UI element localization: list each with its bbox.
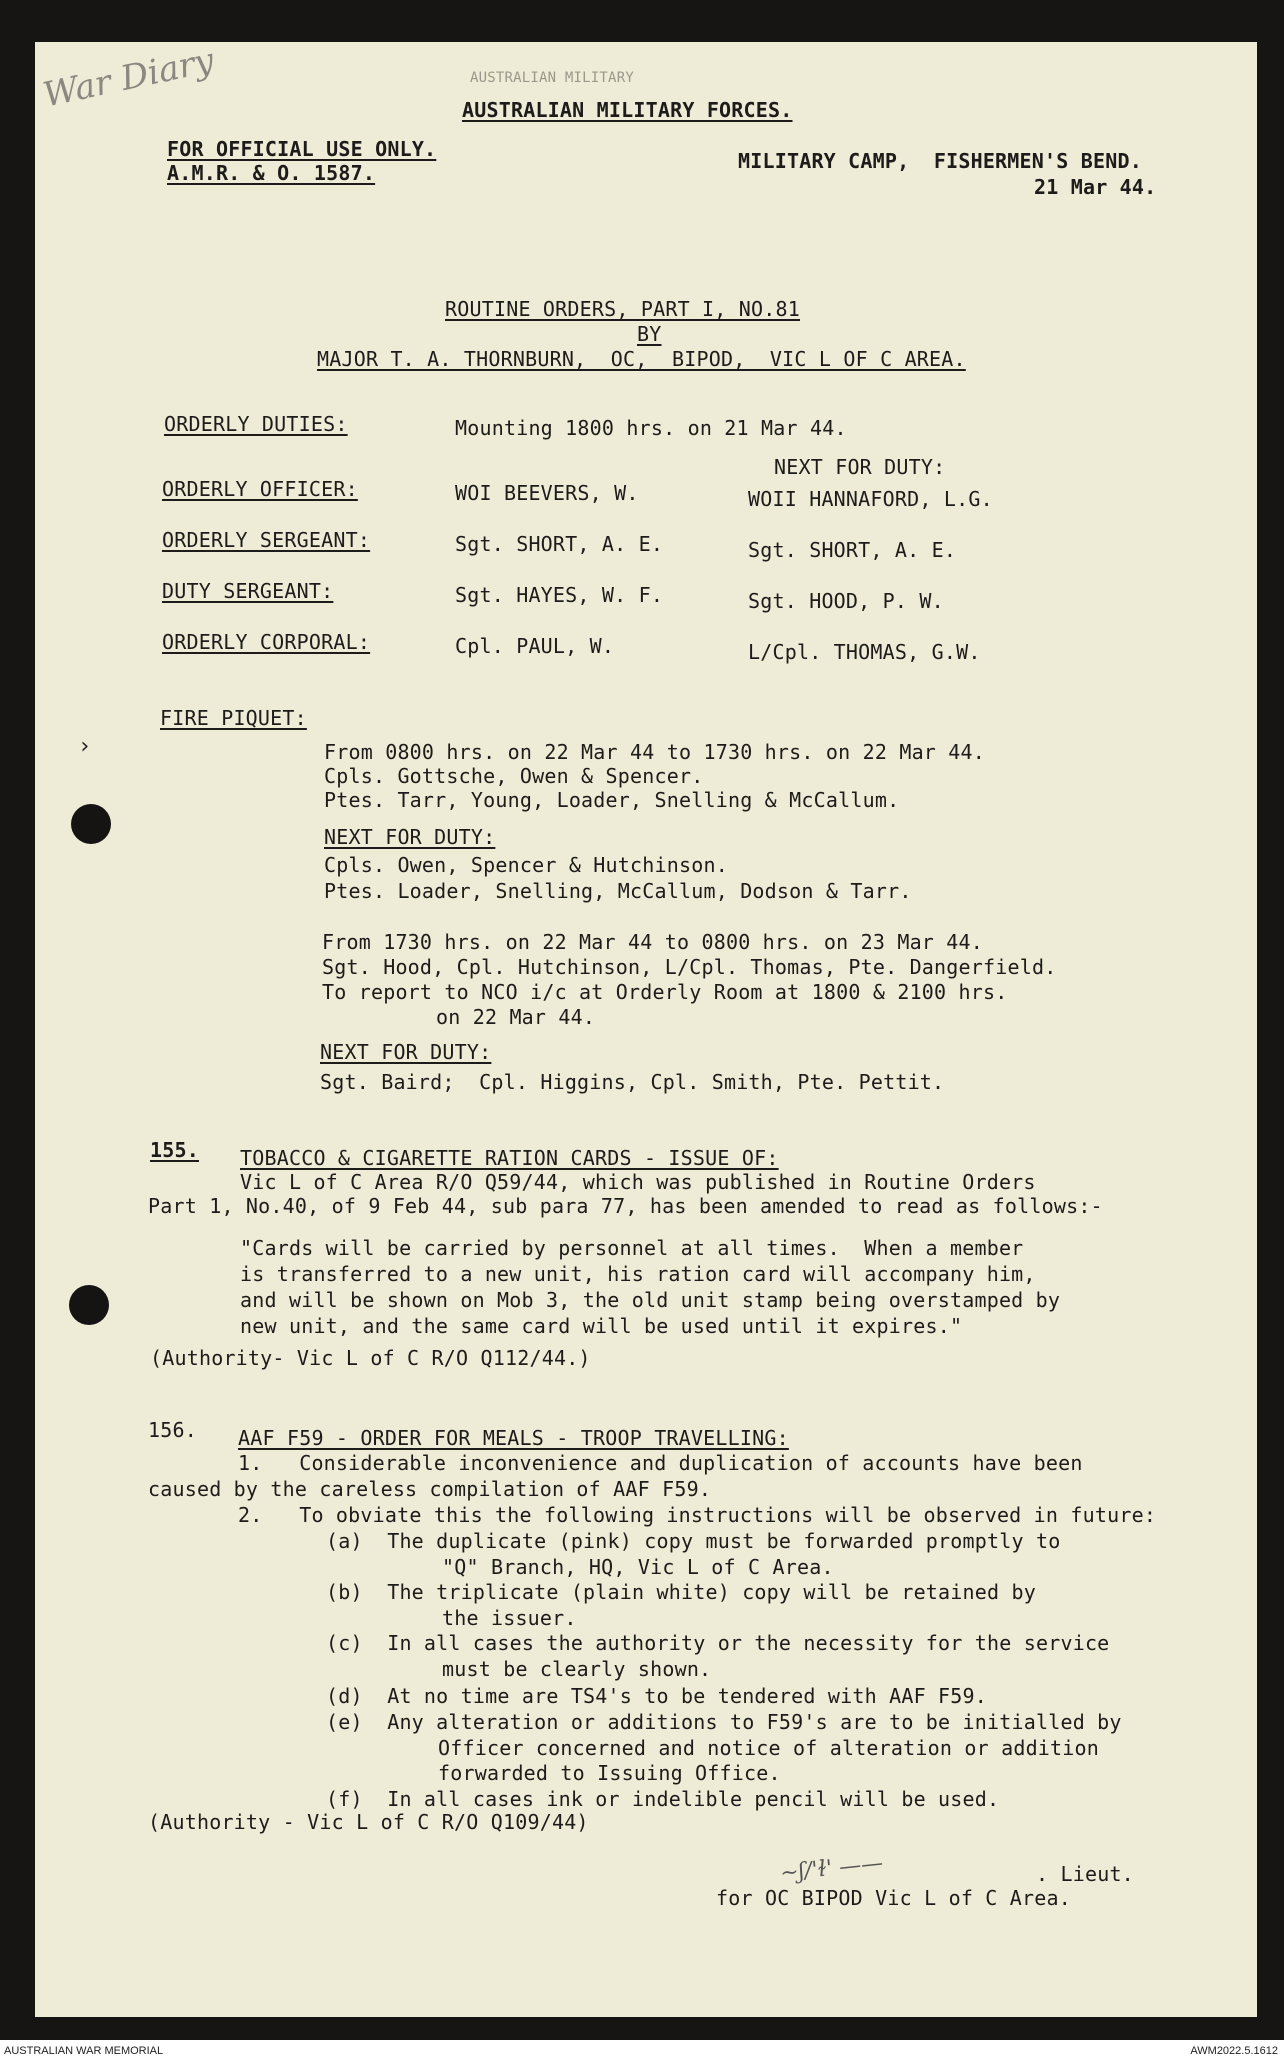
para-number: 156. <box>148 1418 197 1442</box>
para-subitem: (f) In all cases ink or indelible pencil will be used. <box>326 1787 1000 1811</box>
para-subitem: (d) At no time are TS4's to be tendered with AAF F59. <box>326 1684 988 1708</box>
para-subitem: forwarded to Issuing Office. <box>438 1761 781 1785</box>
para-subitem: (e) Any alteration or additions to F59's are to be initialled by <box>326 1710 1122 1734</box>
para-subitem: the issuer. <box>442 1606 577 1630</box>
footer-archive: AUSTRALIAN WAR MEMORIAL <box>4 2045 164 2057</box>
duty-next: L/Cpl. THOMAS, G.W. <box>748 640 981 664</box>
duty-current: Sgt. SHORT, A. E. <box>455 532 664 556</box>
para-quote: "Cards will be carried by personnel at all times. When a member <box>240 1236 1024 1260</box>
date: 21 Mar 44. <box>1034 175 1157 199</box>
duty-next: Sgt. HOOD, P. W. <box>748 589 944 613</box>
org-title: AUSTRALIAN MILITARY FORCES. <box>462 98 793 122</box>
fire-next-label: NEXT FOR DUTY: <box>320 1040 492 1064</box>
duty-role: DUTY SERGEANT: <box>162 579 334 603</box>
official-ref: A.M.R. & O. 1587. <box>167 161 376 185</box>
fire-line: Cpls. Owen, Spencer & Hutchinson. <box>324 853 728 877</box>
fire-line: Ptes. Tarr, Young, Loader, Snelling & McCallum. <box>324 788 900 812</box>
para-authority: (Authority - Vic L of C R/O Q109/44) <box>148 1810 589 1834</box>
para-authority: (Authority- Vic L of C R/O Q112/44.) <box>150 1346 591 1370</box>
duty-current: Sgt. HAYES, W. F. <box>455 583 664 607</box>
fire-line: To report to NCO i/c at Orderly Room at 1800 & 2100 hrs. <box>322 980 1008 1004</box>
orderly-duties-label: ORDERLY DUTIES: <box>164 412 348 436</box>
para-quote: new unit, and the same card will be used until it expires." <box>240 1314 963 1338</box>
fire-line: Sgt. Baird; Cpl. Higgins, Cpl. Smith, Pte. Pettit. <box>320 1070 945 1094</box>
duty-role: ORDERLY SERGEANT: <box>162 528 371 552</box>
orders-title: ROUTINE ORDERS, PART I, NO.81 <box>445 297 800 321</box>
fire-line: From 0800 hrs. on 22 Mar 44 to 1730 hrs. on 22 Mar 44. <box>324 740 986 764</box>
orderly-duties-value: Mounting 1800 hrs. on 21 Mar 44. <box>455 416 847 440</box>
punch-hole <box>71 804 111 844</box>
duty-next: WOII HANNAFORD, L.G. <box>748 487 993 511</box>
fire-line: From 1730 hrs. on 22 Mar 44 to 0800 hrs. on 23 Mar 44. <box>322 930 984 954</box>
para-quote: and will be shown on Mob 3, the old unit stamp being overstamped by <box>240 1288 1061 1312</box>
signature-scribble: ~ʃ/'ɫ' —— <box>778 1850 885 1887</box>
footer-id: AWM2022.5.1612 <box>1190 2045 1278 2057</box>
para-quote: is transferred to a new unit, his ration card will accompany him, <box>240 1262 1036 1286</box>
para-subitem: Officer concerned and notice of alteration or addition <box>438 1736 1100 1760</box>
orders-by: BY <box>637 322 662 346</box>
fire-line: Cpls. Gottsche, Owen & Spencer. <box>324 764 704 788</box>
para-subitem: (b) The triplicate (plain white) copy will be retained by <box>326 1580 1036 1604</box>
duty-next: Sgt. SHORT, A. E. <box>748 538 957 562</box>
fire-next-label: NEXT FOR DUTY: <box>324 825 496 849</box>
duty-role: ORDERLY OFFICER: <box>162 477 358 501</box>
para-text: Part 1, No.40, of 9 Feb 44, sub para 77, has been amended to read as follows:- <box>148 1194 1103 1218</box>
para-text: 1. Considerable inconvenience and duplication of accounts have been <box>238 1451 1083 1475</box>
fire-piquet-label: FIRE PIQUET: <box>160 706 307 730</box>
next-for-duty-label: NEXT FOR DUTY: <box>774 455 946 479</box>
para-text: caused by the careless compilation of AAF F59. <box>148 1477 712 1501</box>
punch-hole <box>69 1285 109 1325</box>
duty-current: WOI BEEVERS, W. <box>455 481 639 505</box>
para-text: 2. To obviate this the following instructions will be observed in future: <box>238 1503 1157 1527</box>
fire-line: Sgt. Hood, Cpl. Hutchinson, L/Cpl. Thomas, Pte. Dangerfield. <box>322 955 1057 979</box>
fire-line: on 22 Mar 44. <box>436 1005 596 1029</box>
handwritten-annotation: War Diary <box>39 40 218 116</box>
signature-rank: . Lieut. <box>1036 1862 1134 1886</box>
official-use: FOR OFFICIAL USE ONLY. <box>167 137 437 161</box>
para-subitem: (c) In all cases the authority or the necessity for the service <box>326 1631 1110 1655</box>
para-number: 155. <box>150 1138 199 1162</box>
para-subitem: must be clearly shown. <box>442 1657 712 1681</box>
fire-line: Ptes. Loader, Snelling, McCallum, Dodson & Tarr. <box>324 879 912 903</box>
para-text: Vic L of C Area R/O Q59/44, which was published in Routine Orders <box>240 1170 1036 1194</box>
location: MILITARY CAMP, FISHERMEN'S BEND. <box>738 149 1142 173</box>
para-heading: AAF F59 - ORDER FOR MEALS - TROOP TRAVELLING: <box>238 1426 789 1450</box>
para-subitem: (a) The duplicate (pink) copy must be forwarded promptly to <box>326 1529 1061 1553</box>
mark-symbol: › <box>78 734 92 759</box>
faint-stamp: AUSTRALIAN MILITARY <box>470 70 634 86</box>
signature-for: for OC BIPOD Vic L of C Area. <box>716 1886 1071 1910</box>
para-heading: TOBACCO & CIGARETTE RATION CARDS - ISSUE OF: <box>240 1146 779 1170</box>
orders-issuer: MAJOR T. A. THORNBURN, OC, BIPOD, VIC L OF C AREA. <box>317 347 966 371</box>
duty-role: ORDERLY CORPORAL: <box>162 630 371 654</box>
para-subitem: "Q" Branch, HQ, Vic L of C Area. <box>442 1555 834 1579</box>
duty-current: Cpl. PAUL, W. <box>455 634 615 658</box>
